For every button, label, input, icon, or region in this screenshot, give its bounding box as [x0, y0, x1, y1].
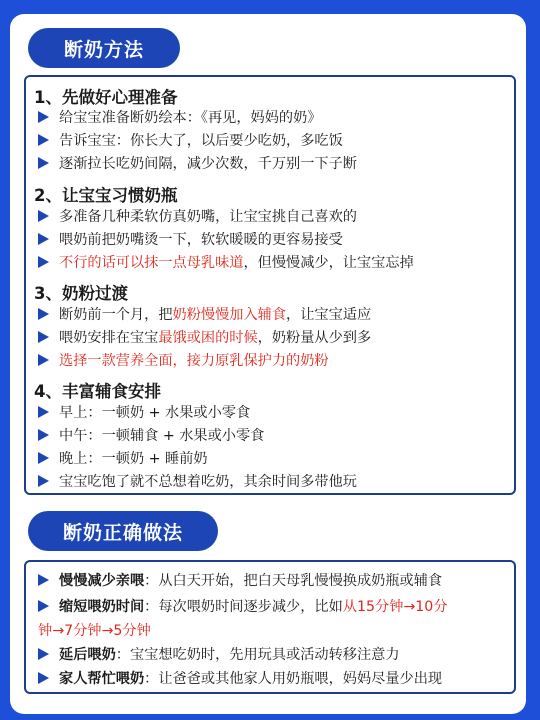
triangle-bullet-icon: [38, 233, 49, 245]
triangle-bullet-icon: [38, 475, 49, 487]
list-item-text: 断奶前一个月，把: [59, 307, 173, 323]
list-item: [38, 205, 357, 227]
triangle-bullet-icon: [38, 331, 49, 343]
list-item: [38, 106, 321, 128]
triangle-bullet-icon: [38, 134, 49, 146]
list-item-text: 逐渐拉长吃奶间隔，减少次数，千万别一下子断: [59, 156, 357, 172]
group-1-title: 1、先做好心理准备: [34, 88, 178, 107]
triangle-bullet-icon: [38, 574, 49, 586]
list-item-text: 早上：一顿奶 + 水果或小零食: [59, 405, 251, 421]
list-item: [38, 568, 442, 592]
triangle-bullet-icon: [38, 308, 49, 320]
triangle-bullet-icon: [38, 429, 49, 441]
practice-label: 延后喂奶: [59, 647, 116, 663]
list-item: [38, 470, 357, 492]
list-item: [38, 326, 371, 348]
list-item-text: ，奶粉量从少到多: [257, 330, 372, 346]
triangle-bullet-icon: [38, 210, 49, 222]
triangle-bullet-icon: [38, 157, 49, 169]
highlight-text: 奶粉慢慢加入辅食: [172, 307, 287, 323]
triangle-bullet-icon: [38, 672, 49, 684]
list-item-text: 多准备几种柔软仿真奶嘴，让宝宝挑自己喜欢的: [59, 209, 357, 225]
triangle-bullet-icon: [38, 600, 49, 612]
group-3-title: 3、奶粉过渡: [34, 284, 128, 303]
list-item-text: 喂奶前把奶嘴烫一下，软软暖暖的更容易接受: [59, 232, 343, 248]
list-item-text: ：每次喂奶时间逐步减少，比如: [144, 599, 343, 615]
list-item-text: 晚上：一顿奶 + 睡前奶: [59, 451, 208, 467]
practice-label: 家人帮忙喂奶: [59, 671, 145, 687]
highlight-text: 钟→7分钟→5分钟: [38, 623, 151, 639]
list-item-text: 喂奶安排在宝宝: [59, 330, 159, 346]
highlight-text: 不行的话可以抹一点母乳味道: [59, 255, 244, 271]
group-2-title: 2、让宝宝习惯奶瓶: [34, 186, 178, 205]
highlight-text: 选择一款营养全面，接力原乳保护力的奶粉: [59, 353, 329, 369]
practice-label: 慢慢减少亲喂: [59, 573, 145, 589]
triangle-bullet-icon: [38, 648, 49, 660]
section-title-correct-practice: 断奶正确做法: [28, 511, 218, 551]
list-item-text: ：让爸爸或其他家人用奶瓶喂，妈妈尽量少出现: [144, 671, 443, 687]
list-item-text: 告诉宝宝：你长大了，以后要少吃奶，多吃饭: [59, 133, 343, 149]
triangle-bullet-icon: [38, 111, 49, 123]
group-4-title: 4、丰富辅食安排: [34, 382, 161, 401]
list-item: [38, 228, 343, 250]
list-item-text: ：宝宝想吃奶时，先用玩具或活动转移注意力: [115, 647, 400, 663]
list-item-text: 中午：一顿辅食 + 水果或小零食: [59, 428, 265, 444]
list-item-text: 给宝宝准备断奶绘本：《再见，妈妈的奶》: [59, 110, 322, 126]
list-item-text: 宝宝吃饱了就不总想着吃奶，其余时间多带他玩: [59, 474, 357, 490]
highlight-text: 从15分钟→10分: [342, 599, 448, 615]
list-item-text: ：从白天开始，把白天母乳慢慢换成奶瓶或辅食: [144, 573, 443, 589]
list-item: [38, 401, 250, 423]
list-item: [38, 594, 448, 618]
list-item: [38, 424, 264, 446]
list-item-continuation: [38, 618, 151, 642]
section-title-weaning-methods: 断奶方法: [28, 28, 180, 68]
highlight-text: 最饿或困的时候: [158, 330, 258, 346]
triangle-bullet-icon: [38, 256, 49, 268]
list-item: [38, 303, 371, 325]
triangle-bullet-icon: [38, 452, 49, 464]
list-item: [38, 642, 400, 666]
list-item: [38, 152, 357, 174]
practice-label: 缩短喂奶时间: [59, 599, 145, 615]
list-item: [38, 251, 414, 273]
list-item: [38, 129, 343, 151]
list-item-text: ，让宝宝适应: [286, 307, 372, 323]
list-item: [38, 447, 208, 469]
triangle-bullet-icon: [38, 406, 49, 418]
triangle-bullet-icon: [38, 354, 49, 366]
list-item-text: ，但慢慢减少，让宝宝忘掉: [243, 255, 414, 271]
list-item: [38, 666, 442, 690]
list-item: [38, 349, 329, 371]
